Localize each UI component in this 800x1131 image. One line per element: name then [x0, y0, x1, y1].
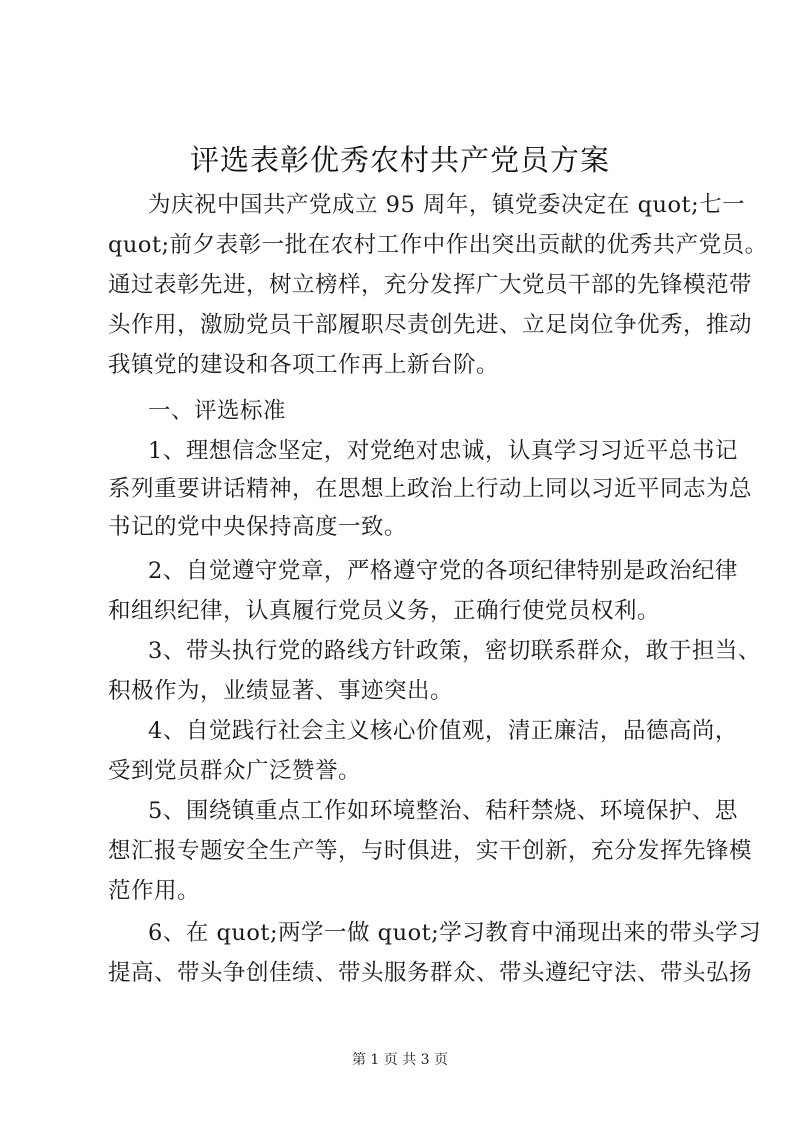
- paragraph-line: 受到党员群众广泛赞誉。: [108, 758, 362, 784]
- paragraph-line: 想汇报专题安全生产等，与时俱进，实干创新，充分发挥先锋模: [108, 838, 753, 864]
- paragraph-line: 书记的党中央保持高度一致。: [108, 514, 408, 540]
- paragraph-line: 范作用。: [108, 878, 201, 904]
- paragraph-line: 我镇党的建设和各项工作再上新台阶。: [108, 352, 500, 378]
- paragraph-line: 为庆祝中国共产党成立 95 周年，镇党委决定在 quot;七一: [148, 192, 746, 218]
- section-heading: 一、评选标准: [148, 398, 287, 424]
- page-footer: 第 1 页 共 3 页: [351, 1052, 449, 1068]
- paragraph-line: 4、自觉践行社会主义核心价值观，清正廉洁，品德高尚，: [148, 718, 738, 744]
- paragraph-line: 和组织纪律，认真履行党员义务，正确行使党员权利。: [108, 598, 661, 624]
- paragraph-line: 5、围绕镇重点工作如环境整治、秸秆禁烧、环境保护、思: [148, 798, 738, 824]
- paragraph-line: 通过表彰先进，树立榜样，充分发挥广大党员干部的先锋模范带: [108, 272, 753, 298]
- paragraph-line: quot;前夕表彰一批在农村工作中作出突出贡献的优秀共产党员。: [108, 232, 768, 258]
- paragraph-line: 提高、带头争创佳绩、带头服务群众、带头遵纪守法、带头弘扬: [108, 960, 753, 986]
- paragraph-line: 2、自觉遵守党章，严格遵守党的各项纪律特别是政治纪律: [148, 558, 738, 584]
- document-title: 评选表彰优秀农村共产党员方案: [189, 143, 610, 177]
- paragraph-line: 积极作为，业绩显著、事迹突出。: [108, 678, 454, 704]
- paragraph-line: 头作用，激励党员干部履职尽责创先进、立足岗位争优秀，推动: [108, 312, 753, 338]
- paragraph-line: 6、在 quot;两学一做 quot;学习教育中涌现出来的带头学习: [148, 920, 762, 946]
- paragraph-line: 系列重要讲话精神，在思想上政治上行动上同以习近平同志为总: [108, 476, 753, 502]
- paragraph-line: 1、理想信念坚定，对党绝对忠诚，认真学习习近平总书记: [148, 438, 738, 464]
- paragraph-line: 3、带头执行党的路线方针政策，密切联系群众，敢于担当、: [148, 638, 761, 664]
